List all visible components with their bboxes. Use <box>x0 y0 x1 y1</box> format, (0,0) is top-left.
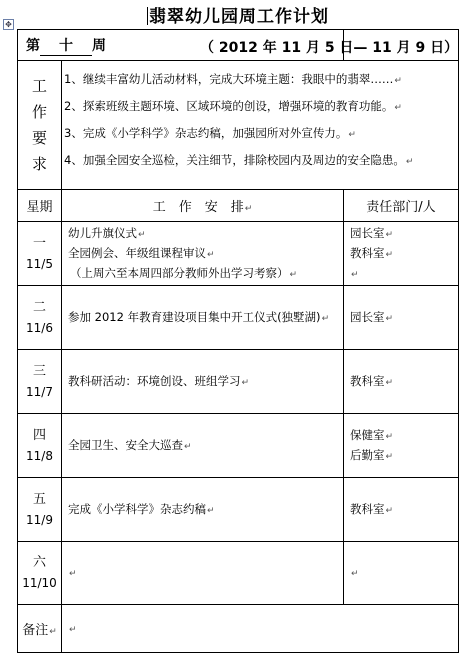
dept-cell: 教科室↵ <box>344 350 459 414</box>
task-cell: ↵ <box>62 542 344 605</box>
day-cell: 二 11/6 <box>18 286 62 350</box>
dept-cell: 园长室↵ <box>344 286 459 350</box>
remarks-row <box>18 605 459 653</box>
date-range: （ 2012 年 11 月 5 日— 11 月 9 日） <box>200 40 459 56</box>
day-cell: 五 11/9 <box>18 478 62 542</box>
dept-cell: 保健室↵ 后勤室↵ <box>344 414 459 478</box>
day-row-2 <box>18 286 459 350</box>
task-cell: 参加 2012 年教育建设项目集中开工仪式(独墅湖)↵ <box>62 286 344 350</box>
task-cell: 完成《小学科学》杂志约稿↵ <box>62 478 344 542</box>
remarks-label: 备注↵ <box>18 605 62 653</box>
text-cursor <box>147 7 148 25</box>
week-number: 十 <box>40 35 92 56</box>
day-row-3 <box>18 350 459 414</box>
day-row-6 <box>18 542 459 605</box>
day-cell: 三 11/7 <box>18 350 62 414</box>
dept-cell: ↵ <box>344 542 459 605</box>
table-move-handle-icon[interactable]: ✥ <box>3 19 14 30</box>
header-work: 工 作 安 排↵ <box>62 190 344 222</box>
header-dept: 责任部门/人 <box>344 190 459 222</box>
day-row-4 <box>18 414 459 478</box>
requirement-item: 3、完成《小学科学》杂志约稿，加强园所对外宣传力。↵ <box>64 126 356 140</box>
title-text: 翡翠幼儿园周工作计划 <box>149 7 329 27</box>
day-row-5 <box>18 478 459 542</box>
requirements-label: 工 作 要 求 <box>18 61 62 190</box>
day-cell: 一 11/5 <box>18 222 62 286</box>
dept-cell: 教科室↵ <box>344 478 459 542</box>
dept-cell: 园长室↵ 教科室↵ ↵ <box>344 222 459 286</box>
requirement-item: 2、探索班级主题环境、区域环境的创设，增强环境的教育功能。↵ <box>64 99 402 113</box>
requirement-item: 4、加强全园安全巡检，关注细节，排除校园内及周边的安全隐患。↵ <box>64 153 414 167</box>
header-day: 星期 <box>18 190 62 222</box>
column-header-row <box>18 190 459 222</box>
day-cell: 六 11/10 <box>18 542 62 605</box>
requirement-item: 1、继续丰富幼儿活动材料，完成大环境主题：我眼中的翡翠……↵ <box>64 72 402 86</box>
task-cell: 全园卫生、安全大巡查↵ <box>62 414 344 478</box>
weekly-plan-table <box>17 29 459 653</box>
day-row-1 <box>18 222 459 286</box>
remarks-cell[interactable]: ↵ <box>62 605 459 653</box>
task-cell: 教科研活动：环境创设、班组学习↵ <box>62 350 344 414</box>
page-title <box>0 2 476 27</box>
week-cell: 第 十 周 <box>18 30 344 61</box>
requirements-row <box>18 61 459 190</box>
task-cell: 幼儿升旗仪式↵ 全园例会、年级组课程审议↵ （上周六至本周四部分教师外出学习考察）↵ <box>62 222 344 286</box>
requirements-list <box>62 61 459 190</box>
day-cell: 四 11/8 <box>18 414 62 478</box>
